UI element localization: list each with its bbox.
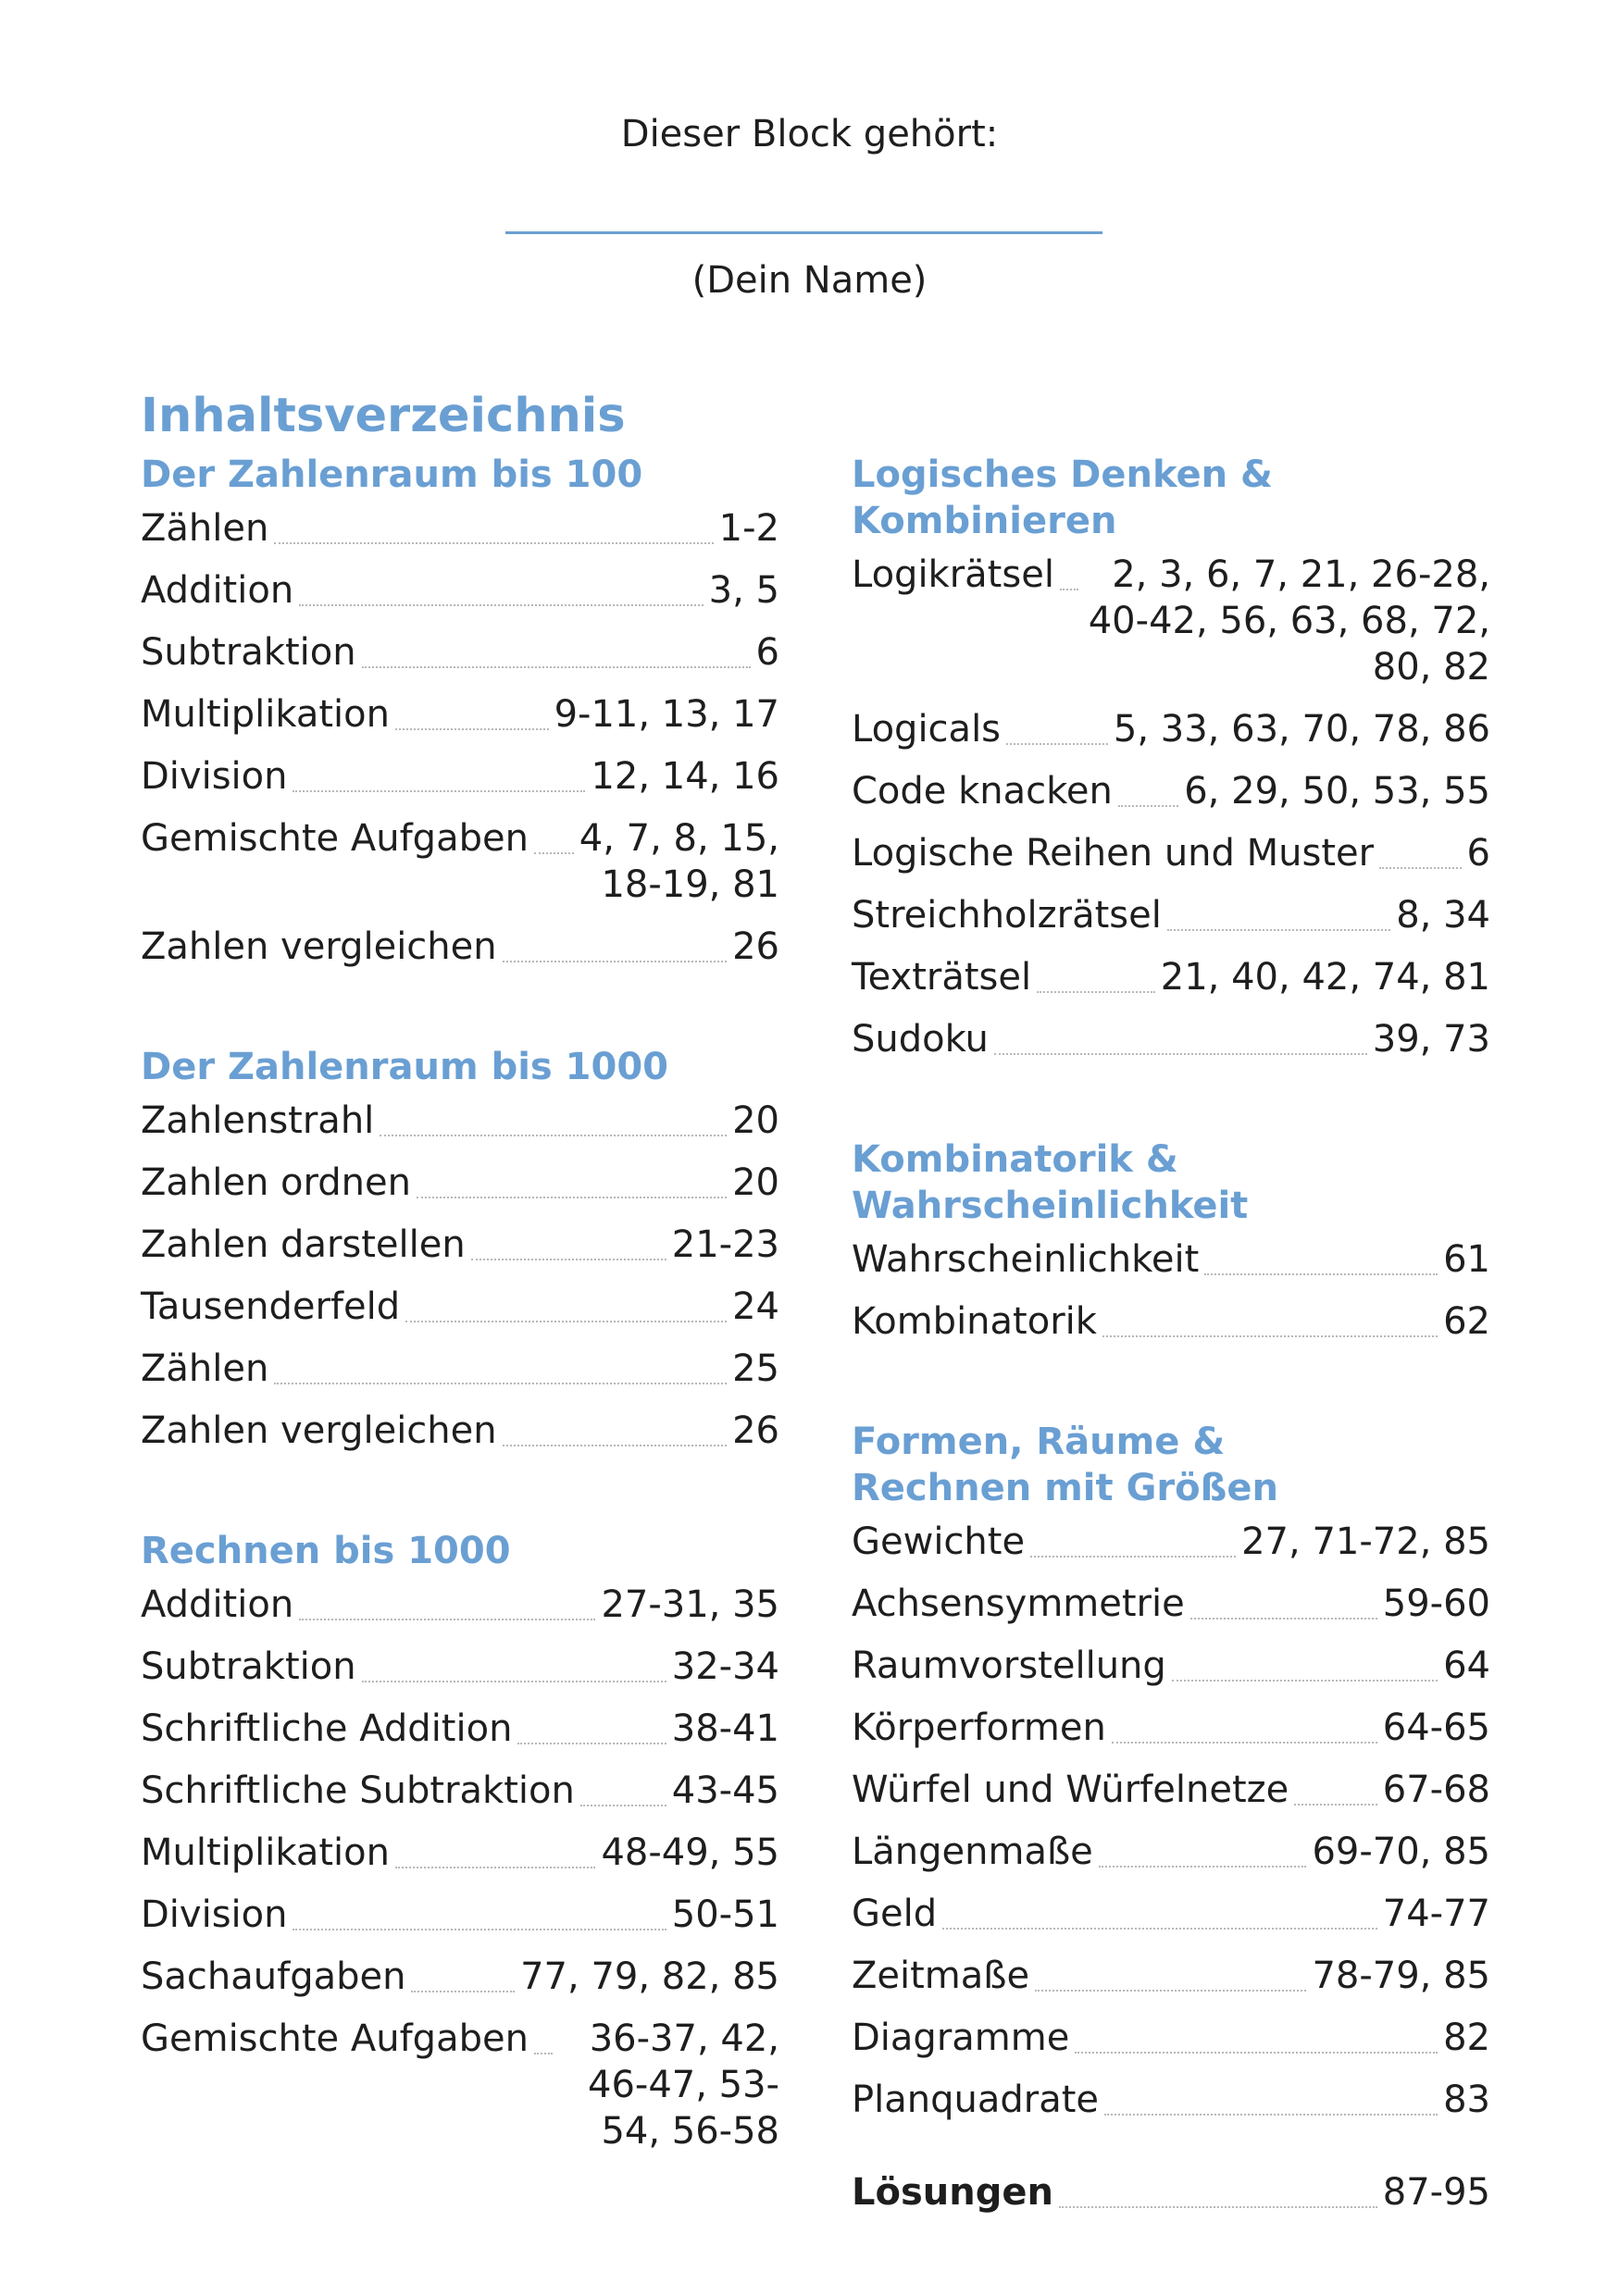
toc-entry-geld[interactable]: [852, 1891, 1490, 1937]
toc-entry-pages: 69-70, 85: [1312, 1831, 1490, 1873]
toc-entry-logikraetsel[interactable]: [852, 552, 1490, 690]
toc-entry-pages: 21, 40, 42, 74, 81: [1160, 956, 1490, 999]
dot-leader: [1037, 954, 1155, 993]
toc-entry-label: Würfel und Würfelnetze: [852, 1769, 1289, 1811]
toc-entry-pages: 82: [1443, 2017, 1490, 2059]
toc-entry-label: Zählen: [141, 507, 269, 550]
toc-title: Inhaltsverzeichnis: [141, 389, 626, 443]
toc-entry-pages: 74-77: [1382, 1893, 1490, 1935]
toc-right-column: [852, 452, 1490, 2231]
toc-entry-pages: 20: [732, 1099, 779, 1142]
toc-entry-division[interactable]: [141, 1892, 779, 1938]
toc-entry-label: Zahlen darstellen: [141, 1223, 466, 1266]
toc-entry-logische-reihen-und-muster[interactable]: [852, 830, 1490, 876]
toc-section-der-zahlenraum-bis-100: [141, 452, 779, 970]
toc-entry-label: Zahlenstrahl: [141, 1099, 375, 1142]
toc-entry-label: Gemischte Aufgaben: [141, 2017, 529, 2060]
toc-entry-pages: 27, 71-72, 85: [1241, 1520, 1490, 1563]
toc-section-rechnen-bis-1000: [141, 1528, 779, 2154]
toc-entry-label: Körperformen: [852, 1706, 1106, 1749]
toc-entry-pages: 87-95: [1382, 2171, 1490, 2214]
toc-entry-pages: 6: [1466, 832, 1490, 875]
dot-leader: [534, 2016, 553, 2054]
toc-entry-zahlen-darstellen[interactable]: [141, 1222, 779, 1268]
toc-entry-pages: 25: [732, 1347, 779, 1390]
dot-leader: [299, 567, 703, 606]
toc-entry-addition[interactable]: [141, 1582, 779, 1628]
dot-leader: [1099, 1829, 1307, 1868]
section-title: Der Zahlenraum bis 100: [141, 453, 643, 496]
toc-section-logisches-denken-kombinieren: [852, 452, 1490, 1062]
toc-entry-loesungen[interactable]: [852, 2169, 1490, 2215]
toc-entry-label: Kombinatorik: [852, 1300, 1097, 1343]
section-title: Logisches Denken & Kombinieren: [852, 453, 1273, 542]
toc-entry-kombinatorik[interactable]: [852, 1298, 1490, 1345]
toc-entry-pages: 39, 73: [1372, 1018, 1490, 1061]
toc-entry-subtraktion[interactable]: [141, 629, 779, 676]
name-hint: (Dein Name): [691, 259, 928, 302]
toc-entry-label: Längenmaße: [852, 1831, 1093, 1873]
dot-leader: [1060, 552, 1078, 590]
dot-leader: [1030, 1519, 1236, 1558]
toc-entry-pages: 36-37, 42, 46-47, 53-54, 56-58: [588, 2017, 779, 2153]
toc-entry-wuerfel-und-wuerfelnetze[interactable]: [852, 1767, 1490, 1813]
toc-entry-multiplikation[interactable]: [141, 691, 779, 738]
toc-entry-schriftliche-subtraktion[interactable]: [141, 1768, 779, 1814]
toc-entry-label: Raumvorstellung: [852, 1644, 1166, 1687]
toc-entry-pages: 43-45: [671, 1769, 779, 1812]
toc-entry-label: Gemischte Aufgaben: [141, 817, 529, 860]
toc-entry-label: Tausenderfeld: [141, 1285, 401, 1328]
toc-entry-label: Zählen: [141, 1347, 269, 1390]
dot-leader: [1379, 830, 1461, 869]
toc-entry-label: Geld: [852, 1893, 938, 1935]
dot-leader: [1172, 1643, 1438, 1682]
toc-entry-subtraktion[interactable]: [141, 1644, 779, 1690]
toc-entry-multiplikation[interactable]: [141, 1830, 779, 1876]
dot-leader: [517, 1706, 666, 1744]
toc-entry-zeitmasse[interactable]: [852, 1953, 1490, 1999]
toc-entry-label: Zeitmaße: [852, 1955, 1030, 1997]
section-title: Formen, Räume & Rechnen mit Größen: [852, 1421, 1278, 1509]
toc-entry-zahlenstrahl[interactable]: [141, 1098, 779, 1144]
toc-entry-label: Zahlen vergleichen: [141, 925, 497, 968]
section-title: Der Zahlenraum bis 1000: [141, 1046, 668, 1088]
dot-leader: [274, 1346, 727, 1384]
toc-entry-pages: 26: [732, 1409, 779, 1452]
toc-entry-pages: 59-60: [1382, 1582, 1490, 1625]
toc-entry-pages: 61: [1443, 1238, 1490, 1281]
section-title: Kombinatorik & Wahrscheinlichkeit: [852, 1138, 1249, 1227]
toc-entry-pages: 6: [755, 631, 779, 674]
toc-entry-pages: 64-65: [1382, 1706, 1490, 1749]
toc-entry-label: Wahrscheinlichkeit: [852, 1238, 1200, 1281]
toc-entry-planquadrate[interactable]: [852, 2077, 1490, 2123]
toc-entry-sudoku[interactable]: [852, 1016, 1490, 1062]
dot-leader: [1006, 706, 1108, 745]
toc-entry-label: Addition: [141, 1583, 294, 1626]
toc-entry-pages: 50-51: [671, 1893, 779, 1936]
dot-leader: [994, 1016, 1367, 1055]
toc-entry-pages: 6, 29, 50, 53, 55: [1184, 770, 1490, 813]
toc-entry-laengenmasse[interactable]: [852, 1829, 1490, 1875]
toc-entry-streichholzraetsel[interactable]: [852, 892, 1490, 938]
toc-entry-pages: 32-34: [671, 1645, 779, 1688]
dot-leader: [395, 1830, 595, 1868]
dot-leader: [1118, 768, 1178, 807]
dot-leader: [580, 1768, 666, 1806]
toc-entry-pages: 64: [1443, 1644, 1490, 1687]
dot-leader: [362, 629, 751, 668]
toc-entry-label: Division: [141, 755, 288, 798]
toc-entry-zahlen-vergleichen[interactable]: [141, 1408, 779, 1454]
toc-entry-pages: 24: [732, 1285, 779, 1328]
dot-leader: [942, 1891, 1377, 1930]
toc-entry-pages: 21-23: [671, 1223, 779, 1266]
toc-entry-division[interactable]: [141, 753, 779, 800]
dot-leader: [362, 1644, 666, 1682]
dot-leader: [503, 1408, 727, 1446]
dot-leader: [1204, 1236, 1438, 1275]
toc-entry-pages: 62: [1443, 1300, 1490, 1343]
toc-entry-label: Streichholzrätsel: [852, 894, 1162, 937]
toc-entry-label: Lösungen: [852, 2171, 1053, 2214]
dot-leader: [1112, 1705, 1377, 1744]
toc-entry-gewichte[interactable]: [852, 1519, 1490, 1565]
toc-entry-code-knacken[interactable]: [852, 768, 1490, 814]
dot-leader: [299, 1582, 595, 1620]
toc-entry-diagramme[interactable]: [852, 2015, 1490, 2061]
toc-entry-label: Addition: [141, 569, 294, 612]
toc-entry-pages: 4, 7, 8, 15, 18-19, 81: [579, 817, 779, 906]
toc-entry-label: Schriftliche Subtraktion: [141, 1769, 575, 1812]
toc-section-der-zahlenraum-bis-1000: [141, 1044, 779, 1454]
toc-entry-label: Texträtsel: [852, 956, 1032, 999]
dot-leader: [395, 691, 549, 730]
toc-entry-pages: 27-31, 35: [601, 1583, 779, 1626]
dot-leader: [405, 1284, 727, 1322]
owner-label: Dieser Block gehört:: [620, 113, 999, 155]
toc-entry-pages: 26: [732, 925, 779, 968]
toc-entry-label: Subtraktion: [141, 1645, 356, 1688]
toc-entry-logicals[interactable]: [852, 706, 1490, 752]
toc-entry-pages: 1-2: [718, 507, 779, 550]
toc-entry-pages: 8, 34: [1396, 894, 1490, 937]
dot-leader: [1294, 1767, 1377, 1806]
toc-entry-label: Diagramme: [852, 2017, 1070, 2059]
toc-entry-label: Zahlen ordnen: [141, 1161, 411, 1204]
toc-entry-schriftliche-addition[interactable]: [141, 1706, 779, 1752]
toc-entry-label: Schriftliche Addition: [141, 1707, 513, 1750]
dot-leader: [380, 1098, 727, 1136]
toc-entry-label: Logische Reihen und Muster: [852, 832, 1375, 875]
toc-entry-pages: 77, 79, 82, 85: [520, 1955, 779, 1998]
section-title: Rechnen bis 1000: [141, 1530, 511, 1572]
toc-entry-zaehlen[interactable]: [141, 1346, 779, 1392]
toc-entry-zahlen-ordnen[interactable]: [141, 1160, 779, 1206]
name-line[interactable]: [505, 231, 1102, 234]
toc-entry-gemischte-aufgaben[interactable]: [141, 815, 779, 908]
toc-entry-pages: 2, 3, 6, 7, 21, 26-28, 40-42, 56, 63, 68, 72, 80, 82: [1088, 553, 1490, 689]
toc-entry-label: Sachaufgaben: [141, 1955, 406, 1998]
toc-entry-label: Gewichte: [852, 1520, 1026, 1563]
toc-entry-pages: 20: [732, 1161, 779, 1204]
dot-leader: [1035, 1953, 1306, 1992]
toc-entry-zaehlen[interactable]: [141, 505, 779, 552]
dot-leader: [1104, 2077, 1438, 2116]
dot-leader: [1102, 1298, 1438, 1337]
toc-entry-pages: 78-79, 85: [1312, 1955, 1490, 1997]
dot-leader: [293, 1892, 666, 1930]
dot-leader: [293, 753, 585, 792]
toc-entry-achsensymmetrie[interactable]: [852, 1581, 1490, 1627]
dot-leader: [503, 924, 727, 962]
dot-leader: [1059, 2169, 1377, 2208]
toc-entry-label: Sudoku: [852, 1018, 989, 1061]
toc-entry-label: Logikrätsel: [852, 553, 1054, 596]
toc-section-formen-raeume-rechnen-mit-groessen: [852, 1419, 1490, 2123]
dot-leader: [411, 1954, 515, 1992]
toc-section-kombinatorik-wahrscheinlichkeit: [852, 1136, 1490, 1345]
dot-leader: [417, 1160, 727, 1198]
toc-entry-pages: 48-49, 55: [601, 1831, 779, 1874]
toc-entry-label: Logicals: [852, 708, 1002, 751]
toc-entry-pages: 5, 33, 63, 70, 78, 86: [1113, 708, 1490, 751]
toc-entry-pages: 3, 5: [708, 569, 779, 612]
toc-entry-pages: 12, 14, 16: [591, 755, 779, 798]
toc-entry-label: Code knacken: [852, 770, 1113, 813]
toc-left-column: [141, 452, 779, 2228]
toc-entry-label: Division: [141, 1893, 288, 1936]
toc-entry-gemischte-aufgaben[interactable]: [141, 2016, 779, 2154]
dot-leader: [471, 1222, 666, 1260]
dot-leader: [274, 505, 713, 544]
toc-entry-raumvorstellung[interactable]: [852, 1643, 1490, 1689]
toc-entry-tausenderfeld[interactable]: [141, 1284, 779, 1330]
toc-entry-label: Multiplikation: [141, 1831, 390, 1874]
toc-entry-zahlen-vergleichen[interactable]: [141, 924, 779, 970]
toc-entry-wahrscheinlichkeit[interactable]: [852, 1236, 1490, 1283]
toc-entry-addition[interactable]: [141, 567, 779, 614]
toc-entry-label: Zahlen vergleichen: [141, 1409, 497, 1452]
toc-entry-label: Achsensymmetrie: [852, 1582, 1185, 1625]
toc-entry-pages: 9-11, 13, 17: [554, 693, 779, 736]
dot-leader: [534, 815, 574, 854]
toc-entry-sachaufgaben[interactable]: [141, 1954, 779, 2000]
toc-entry-koerperformen[interactable]: [852, 1705, 1490, 1751]
toc-entry-pages: 38-41: [671, 1707, 779, 1750]
toc-entry-pages: 83: [1443, 2079, 1490, 2121]
toc-entry-label: Subtraktion: [141, 631, 356, 674]
toc-entry-pages: 67-68: [1382, 1769, 1490, 1811]
dot-leader: [1167, 892, 1390, 931]
toc-entry-textraetsel[interactable]: [852, 954, 1490, 1000]
toc-entry-label: Planquadrate: [852, 2079, 1099, 2121]
dot-leader: [1075, 2015, 1438, 2054]
dot-leader: [1190, 1581, 1377, 1620]
toc-entry-label: Multiplikation: [141, 693, 390, 736]
